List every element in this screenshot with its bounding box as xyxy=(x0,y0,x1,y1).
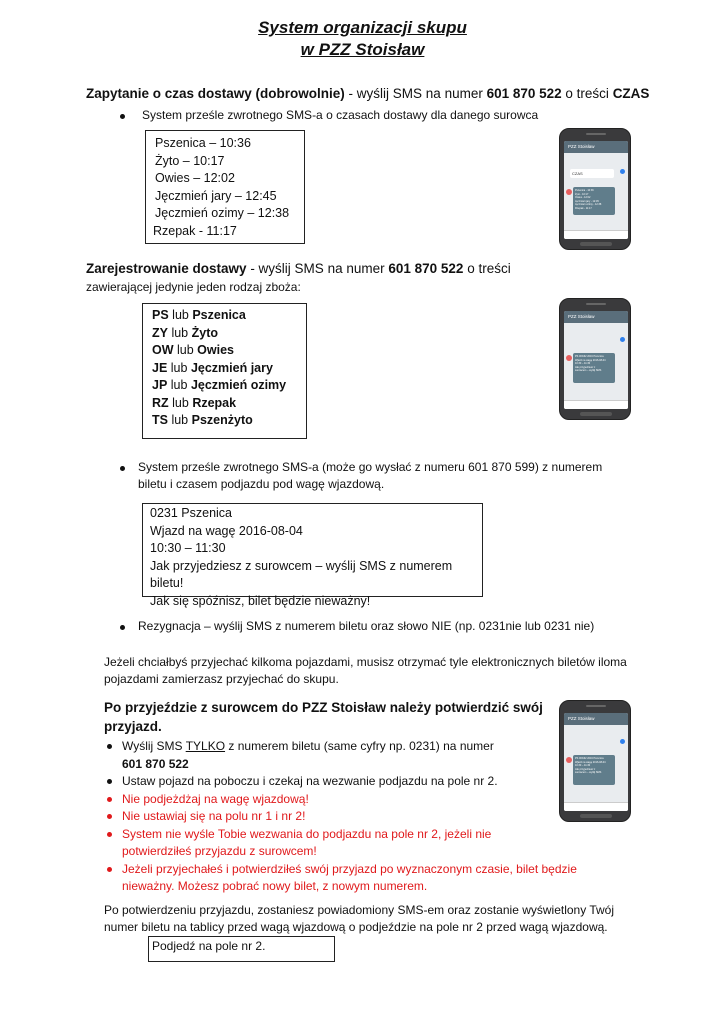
sms-number: 601 870 522 xyxy=(388,261,464,276)
time-line: Owies – 12:02 xyxy=(155,171,235,185)
note-line: Jeżeli chciałbyś przyjechać kilkoma pojazdami, musisz otrzymać tyle elektronicznych biletów ilomа xyxy=(104,655,627,669)
grain-name: Owies xyxy=(197,343,234,357)
page-subtitle: w PZZ Stoisław xyxy=(300,40,425,59)
list-item xyxy=(104,808,544,826)
code: TS xyxy=(152,413,168,427)
code: OW xyxy=(152,343,174,357)
reply-message: Pszenica - 10:36 Żyto - 10:17 Owies - 12:02 Jęczmień jary - 12:45 Jęczmień ozimy - 12:38 Rzepak - 11:17 xyxy=(573,187,615,215)
times-box xyxy=(145,130,305,244)
sms-number: 601 870 522 xyxy=(122,756,189,771)
b4-text: Nie ustawiaj się na polu nr 1 i nr 2! xyxy=(122,809,306,823)
status-dot-icon xyxy=(620,739,625,744)
b1-post: z numerem biletu (same cyfry np. 0231) na numer xyxy=(225,739,494,753)
avatar-icon xyxy=(566,189,572,195)
code-line xyxy=(152,325,306,343)
b2-text: Ustaw pojazd na poboczu i czekaj na wezwanie podjazdu na pole nr 2. xyxy=(122,774,498,788)
code: ZY xyxy=(152,325,168,340)
section2-bullet-line: biletu i czasem podjazdu pod wagę wjazdową. xyxy=(138,477,385,491)
ticket-line: 0231 Pszenica xyxy=(150,506,233,520)
grain-name: Jęczmień jary xyxy=(190,360,273,375)
list-item xyxy=(104,773,544,791)
section2-heading-tail: o treści xyxy=(463,261,511,276)
phone-header: PZZ Stoisław xyxy=(564,713,628,725)
time-line: Jęczmień ozimy – 12:38 xyxy=(155,206,290,220)
message-input xyxy=(564,802,628,811)
phone-speaker xyxy=(586,303,606,305)
phone-screen xyxy=(564,311,628,409)
section1-heading-dash: - xyxy=(344,86,357,101)
grain-name: Jęczmień ozimy xyxy=(190,378,287,392)
section1-bullet: System prześle zwrotnego SMS-a o czasach dostawy dla danego surowca xyxy=(142,108,539,122)
grain-name: Żyto xyxy=(191,325,219,340)
code-sep: lub xyxy=(168,308,193,322)
b5-line: System nie wyśle Tobie wezwania do podjazdu na pole nr 2, jeżeli nie xyxy=(122,826,492,841)
avatar-icon xyxy=(566,757,572,763)
note-line: pojazdami zamierzasz przyjechać do skupu. xyxy=(104,672,339,686)
section2-bullet xyxy=(138,459,602,493)
phone-home-bar xyxy=(580,412,612,416)
ticket-line: Wjazd na wagę 2016-08-04 xyxy=(150,523,303,538)
section1-heading xyxy=(86,86,649,101)
phone-screen xyxy=(564,713,628,811)
list-item xyxy=(104,791,544,809)
multi-vehicle-note xyxy=(104,654,627,688)
page-title: System organizacji skupu xyxy=(258,18,467,37)
section3-list xyxy=(104,738,577,896)
list-item xyxy=(104,826,544,861)
phone-home-bar xyxy=(580,242,612,246)
time-line: Pszenica – 10:36 xyxy=(155,136,251,150)
note-line: Po potwierdzeniu przyjazdu, zostaniesz powiadomiony SMS-em oraz zostanie wyświetlony Twój xyxy=(104,903,615,917)
status-dot-icon xyxy=(620,337,625,342)
b6-line: Jeżeli przyjechałeś i potwierdziłeś swój przyjazd po wyznaczonym czasie, bilet będzie xyxy=(122,861,577,876)
ticket-line: Jak się spóźnisz, bilet będzie nieważny! xyxy=(150,593,371,608)
b3-text: Nie podjeżdżaj na wagę wjazdową! xyxy=(122,791,309,806)
phone-image xyxy=(559,128,631,250)
bullet-icon xyxy=(120,466,125,471)
reply-message: PS 0Ob62 2016 Pszenica Wjazd na wagę 2016-08-04 10:30 – 11:30 Jak przyjedziesz z surowcem – wyślij SMS xyxy=(573,755,615,785)
resign-text: Rezygnacja – wyślij SMS z numerem biletu oraz słowo NIE (np. 0231nie lub 0231 nie) xyxy=(138,619,595,633)
section1-heading-title: Zapytanie o czas dostawy (dobrowolnie) xyxy=(86,86,345,101)
bullet-icon xyxy=(107,797,112,802)
reply-message: PS 0Ob62 2016 Pszenica Wjazd na wagę 2016-08-04 10:30 – 11:30 Jak przyjedziesz z surowcem – wyślij SMS xyxy=(573,353,615,383)
time-line: Jęczmień jary – 12:45 xyxy=(155,188,277,203)
code-sep: lub xyxy=(173,343,198,357)
after-confirm-note xyxy=(104,902,614,936)
section2-heading-title: Zarejestrowanie dostawy xyxy=(86,261,247,276)
sms-keyword: CZAS xyxy=(612,86,650,101)
code-sep: lub xyxy=(167,413,192,427)
b6-line: nieważny. Możesz pobrać nowy bilet, z nowym numerem. xyxy=(122,879,428,893)
bullet-icon xyxy=(107,814,112,819)
final-box: Podjedź na pole nr 2. xyxy=(148,936,335,962)
bullet-icon xyxy=(120,114,125,119)
phone-home-bar xyxy=(580,814,612,818)
phone-screen xyxy=(564,141,628,239)
code-line xyxy=(152,412,306,430)
section2-bullet-line: System prześle zwrotnego SMS-a (może go wysłać z numeru 601 870 599) z numerem xyxy=(138,460,603,474)
code: PS xyxy=(152,308,169,322)
bullet-icon xyxy=(107,779,112,784)
grain-name: Pszenżyto xyxy=(191,413,253,427)
code: RZ xyxy=(152,395,169,410)
phone-speaker xyxy=(586,133,606,135)
ticket-box xyxy=(142,503,483,608)
ticket-line: Jak przyjedziesz z surowcem – wyślij SMS z numerem biletu! xyxy=(150,558,453,590)
code-line xyxy=(152,377,306,395)
phone-image xyxy=(559,700,631,822)
b1-underline: TYLKO xyxy=(185,739,226,753)
message-input xyxy=(564,230,628,239)
note-line: numer biletu na tablicy przed wagą wjazdową o podjeździe na pole nr 2 przed wagą wjazdową. xyxy=(104,920,608,934)
code-line xyxy=(152,360,306,378)
phone-speaker xyxy=(586,705,606,707)
code-sep: lub xyxy=(167,360,191,375)
status-dot-icon xyxy=(620,169,625,174)
code: JE xyxy=(152,360,168,375)
code-sep: lub xyxy=(168,395,193,410)
bullet-icon xyxy=(107,867,112,872)
section2-heading-text: - wyślij SMS na numer xyxy=(246,261,389,276)
list-item xyxy=(104,738,544,773)
section3-heading-line: przyjazd. xyxy=(104,719,162,734)
code-line xyxy=(152,342,306,360)
grain-name: Pszenica xyxy=(192,308,246,322)
ticket-line: 10:30 – 11:30 xyxy=(150,541,226,555)
list-item xyxy=(104,861,624,896)
phone-header: PZZ Stoisław xyxy=(564,141,628,153)
sms-number: 601 870 522 xyxy=(486,86,562,101)
bullet-icon xyxy=(107,832,112,837)
grain-name: Rzepak xyxy=(192,395,237,410)
code-sep: lub xyxy=(167,378,191,392)
section3-heading xyxy=(104,698,543,736)
code-line xyxy=(152,307,306,325)
codes-box xyxy=(142,303,307,439)
section1-heading-text: wyślij SMS na numer xyxy=(356,86,487,101)
section2-heading xyxy=(86,261,511,276)
time-line: Żyto – 10:17 xyxy=(155,153,225,168)
avatar-icon xyxy=(566,355,572,361)
bullet-icon xyxy=(120,625,125,630)
sent-message: CZAS xyxy=(570,169,614,178)
section3-heading-line: Po przyjeździe z surowcem do PZZ Stoisław należy potwierdzić swój xyxy=(104,700,543,715)
section1-heading-tail: o treści xyxy=(561,86,613,101)
phone-image xyxy=(559,298,631,420)
message-input xyxy=(564,400,628,409)
section2-subline: zawierającej jedynie jeden rodzaj zboża: xyxy=(86,280,301,294)
code-line xyxy=(152,395,306,413)
phone-header: PZZ Stoisław xyxy=(564,311,628,323)
time-line: Rzepak - 11:17 xyxy=(153,223,237,238)
b5-line: potwierdziłeś przyjazdu z surowcem! xyxy=(122,844,317,858)
b1-pre: Wyślij SMS xyxy=(122,739,186,753)
code: JP xyxy=(152,378,168,392)
code-sep: lub xyxy=(167,325,192,340)
bullet-icon xyxy=(107,744,112,749)
